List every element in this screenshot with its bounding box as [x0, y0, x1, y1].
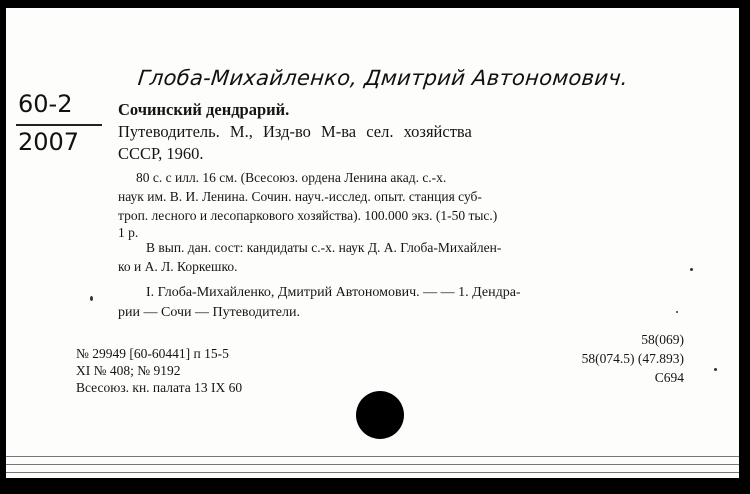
compilers-line: В вып. дан. сост: кандидаты с.-х. наук Д. А. Глоба-Михайлен- — [146, 240, 502, 255]
scan-border-right — [739, 0, 750, 494]
physical-description-line: троп. лесного и лесопаркового хозяйства). 100.000 экз. (1-50 тыс.) — [118, 208, 498, 223]
call-number-top: 60-2 — [18, 90, 73, 118]
chamber-stamp: Всесоюз. кн. палата 13 IX 60 — [76, 380, 243, 395]
scan-line — [6, 472, 739, 473]
physical-description-line: 80 с. с илл. 16 см. (Всесоюз. ордена Ленина акад. с.-х. — [136, 170, 447, 185]
call-number-bottom: 2007 — [18, 128, 80, 156]
tracing-line: I. Глоба-Михайленко, Дмитрий Автономович. — — 1. Дендра- — [146, 285, 521, 300]
catalog-card — [6, 8, 739, 478]
call-number-divider — [16, 124, 102, 126]
classification-code: 58(074.5) (47.893) — [581, 351, 684, 366]
registry-number: № 29949 [60-60441] п 15-5 — [76, 346, 229, 361]
punch-hole — [356, 391, 404, 439]
scan-line — [6, 456, 739, 457]
subtitle-line-2: СССР, 1960. — [118, 144, 204, 163]
compilers-line: ко и А. Л. Коркешко. — [118, 259, 238, 274]
author-mark: С694 — [654, 370, 684, 385]
handwritten-author: Глоба-Михайленко, Дмитрий Автономович. — [136, 66, 630, 90]
speck — [690, 268, 693, 271]
speck — [676, 311, 678, 313]
classification-code: 58(069) — [641, 332, 684, 347]
speck — [90, 296, 93, 301]
scan-border-bottom — [0, 478, 750, 494]
registry-number: XI № 408; № 9192 — [76, 363, 181, 378]
subtitle-line-1: Путеводитель. М., Изд-во М-ва сел. хозяйства — [118, 122, 472, 141]
physical-description-line: наук им. В. И. Ленина. Сочин. науч.-исслед. опыт. станция суб- — [118, 189, 482, 204]
tracing-line: рии — Сочи — Путеводители. — [118, 305, 300, 320]
price-line: 1 р. — [118, 225, 139, 240]
scan-line — [6, 464, 739, 465]
book-title: Сочинский дендрарий. — [118, 100, 290, 119]
speck — [714, 368, 717, 371]
